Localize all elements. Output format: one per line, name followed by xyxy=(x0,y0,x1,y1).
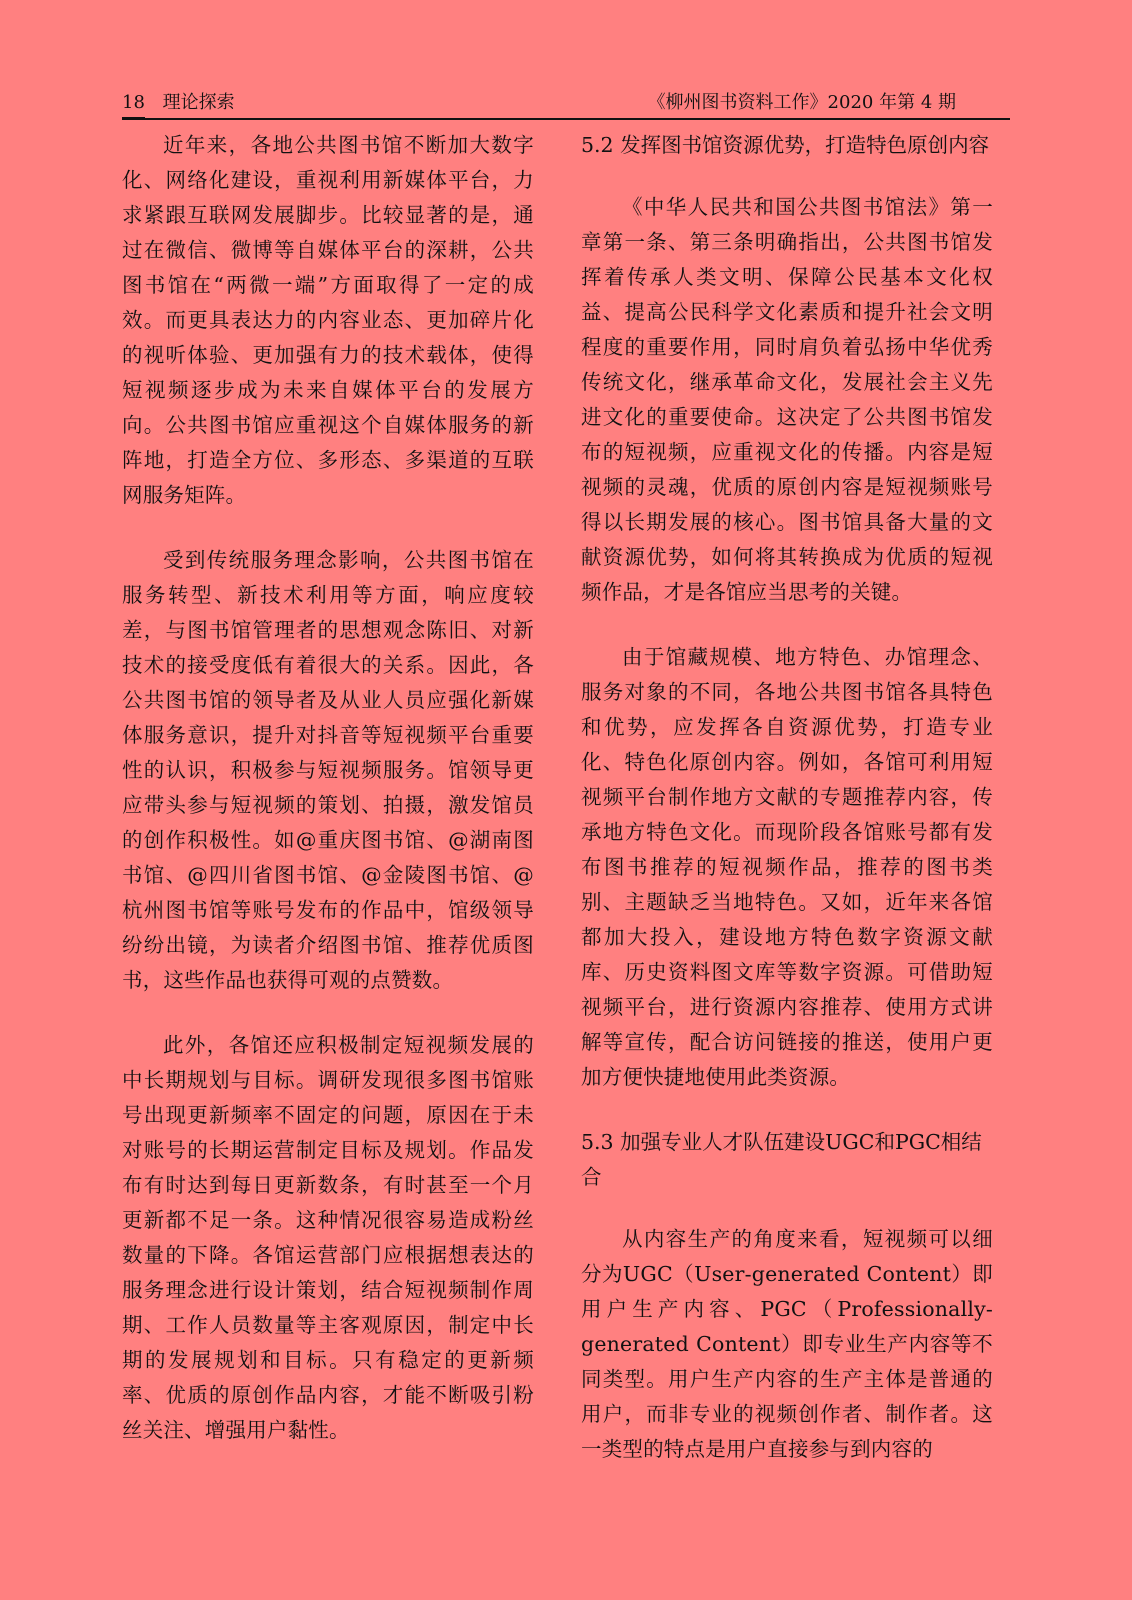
paragraph: 从内容生产的角度来看，短视频可以细分为UGC（User-generated Content）即用户生产内容、PGC（Professionally-generated Content）即专业生产内容等不同类型。用户生产内容的生产主体是普通的用户，而非专业的视频创作者、制作者。这一类型的特点是用户直接参与到内容的 xyxy=(581,1227,993,1461)
paragraph: 《中华人民共和国公共图书馆法》第一章第一条、第三条明确指出，公共图书馆发挥着传承人类文明、保障公民基本文化权益、提高公民科学文化素质和提升社会文明程度的重要作用，同时肩负着弘扬中华优秀传统文化，继承革命文化，发展社会主义先进文化的重要使命。这决定了公共图书馆发布的短视频，应重视文化的传播。内容是短视频的灵魂，优质的原创内容是短视频账号得以长期发展的核心。图书馆具备大量的文献资源优势，如何将其转换成为优质的短视频作品，才是各馆应当思考的关键。 xyxy=(581,195,993,604)
paragraph: 近年来，各地公共图书馆不断加大数字化、网络化建设，重视利用新媒体平台，力求紧跟互联网发展脚步。比较显著的是，通过在微信、微博等自媒体平台的深耕，公共图书馆在“两微一端”方面取得了一定的成效。而更具表达力的内容业态、更加碎片化的视听体验、更加强有力的技术载体，使得短视频逐步成为未来自媒体平台的发展方向。公共图书馆应重视这个自媒体服务的新阵地，打造全方位、多形态、多渠道的互联网服务矩阵。 xyxy=(122,133,534,507)
section-heading-5-2: 5.2 发挥图书馆资源优势，打造特色原创内容 xyxy=(581,133,990,157)
paragraph: 受到传统服务理念影响，公共图书馆在服务转型、新技术利用等方面，响应度较差，与图书馆管理者的思想观念陈旧、对新技术的接受度低有着很大的关系。因此，各公共图书馆的领导者及从业人员应强化新媒体服务意识，提升对抖音等短视频平台重要性的认识，积极参与短视频服务。馆领导更应带头参与短视频的策划、拍摄，激发馆员的创作积极性。如@重庆图书馆、@湖南图书馆、@四川省图书馆、@金陵图书馆、@杭州图书馆等账号发布的作品中，馆级领导纷纷出镜，为读者介绍图书馆、推荐优质图书，这些作品也获得可观的点赞数。 xyxy=(122,548,534,992)
right-column xyxy=(581,128,993,1497)
section-heading-5-3: 5.3 加强专业人才队伍建设UGC和PGC相结合 xyxy=(581,1130,982,1189)
header-left xyxy=(122,92,235,114)
page-number: 18 xyxy=(122,92,145,113)
page-header xyxy=(122,92,1010,120)
paragraph: 由于馆藏规模、地方特色、办馆理念、服务对象的不同，各地公共图书馆各具特色和优势，应发挥各自资源优势，打造专业化、特色化原创内容。例如，各馆可利用短视频平台制作地方文献的专题推荐内容，传承地方特色文化。而现阶段各馆账号都有发布图书推荐的短视频作品，推荐的图书类别、主题缺乏当地特色。又如，近年来各馆都加大投入，建设地方特色数字资源文献库、历史资料图文库等数字资源。可借助短视频平台，进行资源内容推荐、使用方式讲解等宣传，配合访问链接的推送，使用户更加方便快捷地使用此类资源。 xyxy=(581,645,993,1089)
section-name: 理论探索 xyxy=(162,92,235,113)
header-rule xyxy=(122,118,1010,120)
left-column xyxy=(122,128,534,1478)
paragraph: 此外，各馆还应积极制定短视频发展的中长期规划与目标。调研发现很多图书馆账号出现更新频率不固定的问题，原因在于未对账号的长期运营制定目标及规划。作品发布有时达到每日更新数条，有时甚至一个月更新都不足一条。这种情况很容易造成粉丝数量的下降。各馆运营部门应根据想表达的服务理念进行设计策划，结合短视频制作周期、工作人员数量等主客观原因，制定中长期的发展规划和目标。只有稳定的更新频率、优质的原创作品内容，才能不断吸引粉丝关注、增强用户黏性。 xyxy=(122,1033,534,1442)
journal-title: 《柳州图书资料工作》2020 年第 4 期 xyxy=(647,92,956,113)
